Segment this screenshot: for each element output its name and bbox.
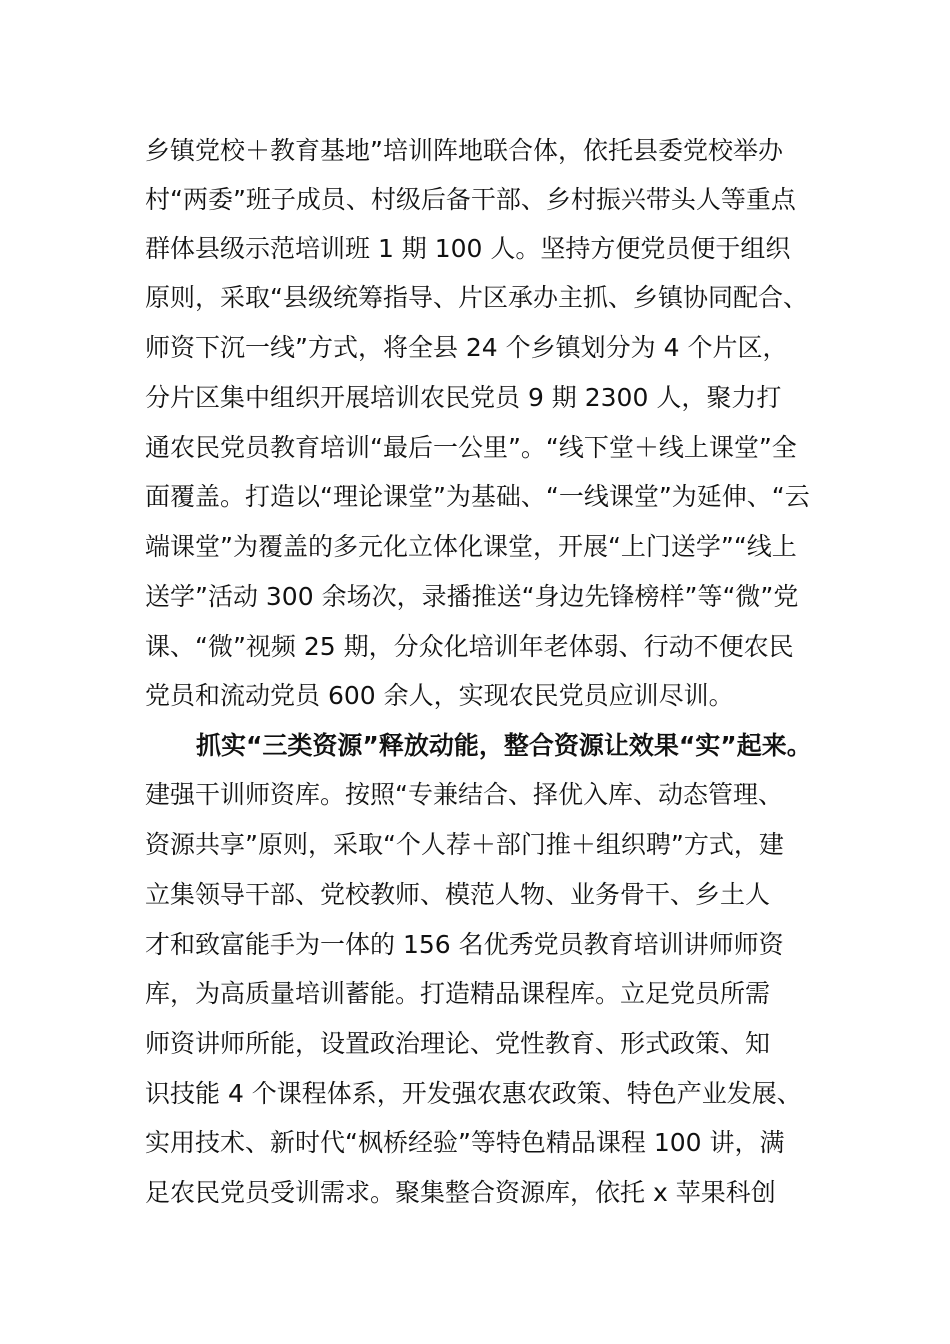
body-text-line: 资源共享”原则，采取“个人荐＋部门推＋组织聘”方式，建 [145, 830, 784, 859]
section-heading: 抓实“三类资源”释放动能，整合资源让效果“实”起来。 [196, 731, 812, 760]
body-text-line: 识技能 4 个课程体系，开发强农惠农政策、特色产业发展、 [145, 1079, 802, 1108]
body-text-line: 师资讲师所能，设置政治理论、党性教育、形式政策、知 [145, 1029, 771, 1058]
body-text-line: 送学”活动 300 余场次，录播推送“身边先锋榜样”等“微”党 [145, 582, 799, 611]
body-text-line: 群体县级示范培训班 1 期 100 人。坚持方便党员便于组织 [145, 234, 791, 263]
body-text-line: 实用技术、新时代“枫桥经验”等特色精品课程 100 讲，满 [145, 1128, 785, 1157]
body-text-line: 面覆盖。打造以“理论课堂”为基础、“一线课堂”为延伸、“云 [145, 482, 810, 511]
body-text-line: 师资下沉一线”方式，将全县 24 个乡镇划分为 4 个片区， [145, 333, 788, 362]
body-text-line: 才和致富能手为一体的 156 名优秀党员教育培训讲师师资 [145, 930, 784, 959]
body-text-line: 原则，采取“县级统筹指导、片区承办主抓、乡镇协同配合、 [145, 283, 808, 312]
body-text-line: 分片区集中组织开展培训农民党员 9 期 2300 人，聚力打 [145, 383, 782, 412]
body-text-line: 村“两委”班子成员、村级后备干部、乡村振兴带头人等重点 [145, 185, 796, 214]
body-text-line: 建强干训师资库。按照“专兼结合、择优入库、动态管理、 [145, 780, 783, 809]
body-text-line: 立集领导干部、党校教师、模范人物、业务骨干、乡土人 [145, 880, 771, 909]
body-text-line: 乡镇党校＋教育基地”培训阵地联合体，依托县委党校举办 [145, 136, 783, 165]
body-text-line: 通农民党员教育培训“最后一公里”。“线下堂＋线上课堂”全 [145, 433, 797, 462]
body-text-line: 党员和流动党员 600 余人，实现农民党员应训尽训。 [145, 681, 734, 710]
body-text-line: 足农民党员受训需求。聚集整合资源库，依托 x 苹果科创 [145, 1178, 776, 1207]
body-text-line: 端课堂”为覆盖的多元化立体化课堂，开展“上门送学”“线上 [145, 532, 797, 561]
body-text-line: 库，为高质量培训蓄能。打造精品课程库。立足党员所需 [145, 979, 771, 1008]
body-text-line: 课、“微”视频 25 期，分众化培训年老体弱、行动不便农民 [145, 632, 794, 661]
